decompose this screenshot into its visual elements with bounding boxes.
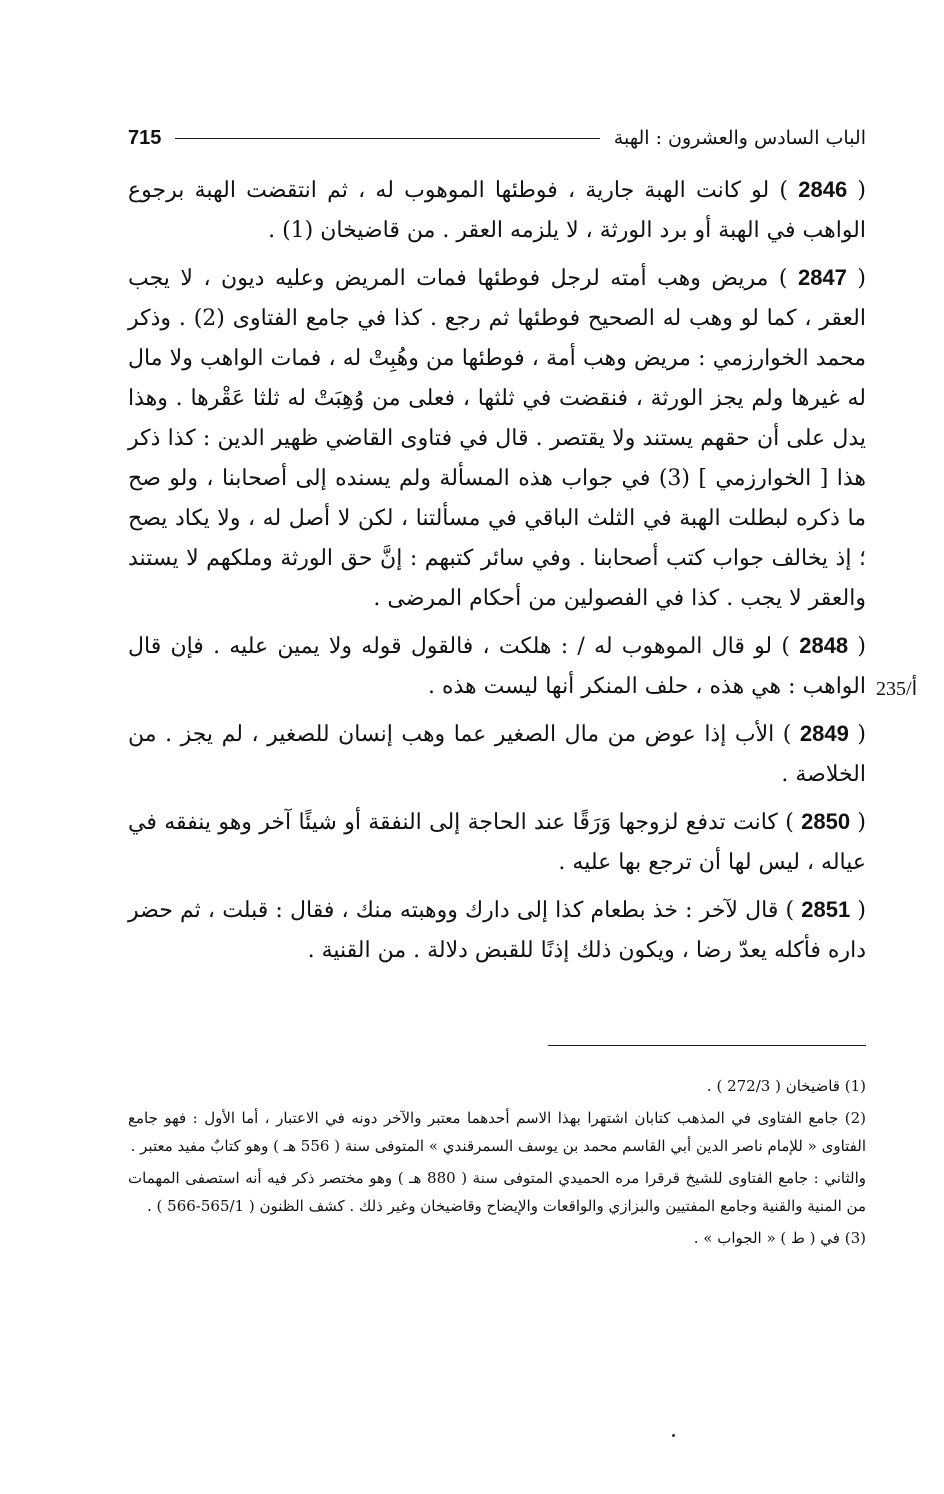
folio-margin-note: 235/أ: [876, 678, 918, 700]
footnote: (1) قاضيخان ( 272/3 ) .: [706, 1077, 866, 1095]
issue-number: 2846: [798, 177, 848, 202]
issue-paragraph: ( 2847 ) مريض وهب أمته لرجل فوطئها فمات المريض وعليه ديون ، لا يجب العقر ، كما لو وهب له الصحيح فوطئها ثم رجع . كذا في جامع الفتاوى (2) . وذكر محمد الخوارزمي : مريض وهب أمة ، فوطئها من وهُبِتْ له ، فمات الواهب ولا مال له غيرها ولم يجز الورثة ، فنقضت في ثلثها ، فعلى من وُهِبَتْ له ثلثا عَقْرها . وهذا يدل على أن حقهم يستند ولا يقتصر . قال في فتاوى القاضي ظهير الدين : كذا ذكر هذا [ الخوارزمي ] (3) في جواب هذه المسألة ولم يسنده إلى أصحابنا ، ولو صح ما ذكره لبطلت الهبة في الثلث الباقي في مسألتنا ، لكن لا أصل له ، ولا يكاد يصح ؛ إذ يخالف جواب كتب أصحابنا . وفي سائر كتبهم : إنَّ حق الورثة وملكهم لا يستند والعقر لا يجب . كذا في الفصولين من أحكام المرضى .: [128, 265, 866, 611]
issue-paragraph: ( 2846 ) لو كانت الهبة جارية ، فوطئها الموهوب له ، ثم انتقضت الهبة برجوع الواهب في الهبة أو برد الورثة ، لا يلزمه العقر . من قاضيخان (1) .: [128, 177, 866, 243]
issue-number: 2847: [797, 265, 847, 290]
issue-text: قال لآخر : خذ بطعام كذا إلى دارك ووهبته منك ، فقال : قبلت ، ثم حضر داره فأكله يعدّ رضا ، ويكون ذلك إذنًا للقبض دلالة . من القنية .: [128, 898, 866, 963]
issue-paragraph: ( 2848 ) لو قال الموهوب له / : هلكت ، فالقول قوله ولا يمين عليه . فإن قال الواهب : هي هذه ، حلف المنكر أنها ليست هذه .: [128, 633, 866, 699]
running-header: [128, 118, 866, 158]
issue-text: الأب إذا عوض من مال الصغير عما وهب إنسان للصغير ، لم يجز . من الخلاصة .: [128, 722, 866, 787]
footnote-separator: [548, 1045, 866, 1046]
page-number: 715: [128, 126, 162, 149]
issue-number: 2851: [801, 897, 851, 922]
issue-paragraph: ( 2851 ) قال لآخر : خذ بطعام كذا إلى دارك ووهبته منك ، فقال : قبلت ، ثم حضر داره فأكله يعدّ رضا ، ويكون ذلك إذنًا للقبض دلالة . من القنية .: [128, 897, 867, 963]
footnote: (2) جامع الفتاوى في المذهب كتابان اشتهرا بهذا الاسم أحدهما معتبر والآخر دونه في الاعتبار ، أما الأول : فهو جامع الفتاوى « للإمام ناصر الدين أبي القاسم محمد بن يوسف السمرقندي » المتوفى سنة ( 556 هـ ) وهو كتابٌ مفيد معتبر .: [128, 1109, 866, 1155]
issue-number: 2849: [799, 721, 849, 746]
footnote: (3) في ( ط ) « الجواب » .: [693, 1229, 866, 1247]
page-mark: [672, 1434, 675, 1437]
issue-paragraph: ( 2849 ) الأب إذا عوض من مال الصغير عما وهب إنسان للصغير ، لم يجز . من الخلاصة .: [128, 721, 866, 787]
issue-number: 2850: [801, 809, 851, 834]
footnotes: [128, 1072, 866, 1256]
issue-text: لو كانت الهبة جارية ، فوطئها الموهوب له ، ثم انتقضت الهبة برجوع الواهب في الهبة أو برد الورثة ، لا يلزمه العقر . من قاضيخان (1) .: [128, 178, 866, 243]
main-text: [128, 170, 866, 978]
header-rule: [175, 138, 599, 139]
issue-text: كانت تدفع لزوجها وَرَقًا عند الحاجة إلى النفقة أو شيئًا آخر وهو ينفقه في عياله ، ليس لها أن ترجع بها عليه .: [128, 810, 866, 875]
footnote: والثاني : جامع الفتاوى للشيخ قرقرا مره الحميدي المتوفى سنة ( 880 هـ ) وهو مختصر ذكر فيه أنه استصفى المهمات من المنية والقنية وجامع المفتيين والبزازي والواقعات والإيضاح وقاضيخان وغير ذلك . كشف الظنون ( 565/1-566 ) .: [128, 1169, 866, 1215]
issue-number: 2848: [799, 633, 849, 658]
issue-paragraph: ( 2850 ) كانت تدفع لزوجها وَرَقًا عند الحاجة إلى النفقة أو شيئًا آخر وهو ينفقه في عياله ، ليس لها أن ترجع بها عليه .: [128, 809, 867, 875]
issue-text: لو قال الموهوب له / : هلكت ، فالقول قوله ولا يمين عليه . فإن قال الواهب : هي هذه ، حلف المنكر أنها ليست هذه .: [128, 634, 866, 699]
chapter-title: الباب السادس والعشرون : الهبة: [613, 127, 866, 149]
issue-text: مريض وهب أمته لرجل فوطئها فمات المريض وعليه ديون ، لا يجب العقر ، كما لو وهب له الصحيح فوطئها ثم رجع . كذا في جامع الفتاوى (2) . وذكر محمد الخوارزمي : مريض وهب أمة ، فوطئها من وهُبِتْ له ، فمات الواهب ولا مال له غيرها ولم يجز الورثة ، فنقضت في ثلثها ، فعلى من وُهِبَتْ له ثلثا عَقْرها . وهذا يدل على أن حقهم يستند ولا يقتصر . قال في فتاوى القاضي ظهير الدين : كذا ذكر هذا [ الخوارزمي ] (3) في جواب هذه المسألة ولم يسنده إلى أصحابنا ، ولو صح ما ذكره لبطلت الهبة في الثلث الباقي في مسألتنا ، لكن لا أصل له ، ولا يكاد يصح ؛ إذ يخالف جواب كتب أصحابنا . وفي سائر كتبهم : إنَّ حق الورثة وملكهم لا يستند والعقر لا يجب . كذا في الفصولين من أحكام المرضى .: [128, 266, 866, 611]
